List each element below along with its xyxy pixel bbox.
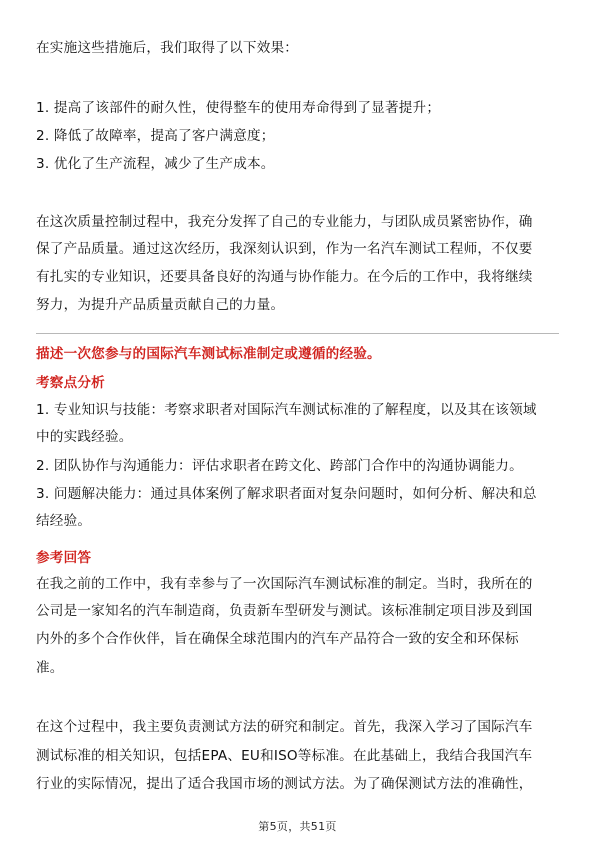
analysis-line: 3. 问题解决能力：通过具体案例了解求职者面对复杂问题时，如何分析、解决和总 <box>36 486 537 502</box>
answer-line: 内外的多个合作伙伴，旨在确保全球范围内的汽车产品符合一致的安全和环保标 <box>36 631 519 647</box>
effects-intro: 在实施这些措施后，我们取得了以下效果： <box>36 40 299 56</box>
analysis-heading: 考察点分析 <box>36 375 105 391</box>
summary-line: 努力，为提升产品质量贡献自己的力量。 <box>36 297 285 313</box>
answer-line: 在这个过程中，我主要负责测试方法的研究和制定。首先，我深入学习了国际汽车 <box>36 719 533 735</box>
effect-item: 2. 降低了故障率，提高了客户满意度； <box>36 128 275 144</box>
answer-line: 在我之前的工作中，我有幸参与了一次国际汽车测试标准的制定。当时，我所在的 <box>36 576 533 592</box>
summary-line: 有扎实的专业知识，还要具备良好的沟通与协作能力。在今后的工作中，我将继续 <box>36 269 533 285</box>
question-title: 描述一次您参与的国际汽车测试标准制定或遵循的经验。 <box>36 346 381 362</box>
analysis-line: 1. 专业知识与技能：考察求职者对国际汽车测试标准的了解程度，以及其在该领域 <box>36 402 537 418</box>
answer-line: 行业的实际情况，提出了适合我国市场的测试方法。为了确保测试方法的准确性， <box>36 776 533 792</box>
analysis-line: 结经验。 <box>36 513 92 529</box>
section-divider <box>36 333 559 334</box>
answer-line: 准。 <box>36 660 64 676</box>
answer-line: 公司是一家知名的汽车制造商，负责新车型研发与测试。该标准制定项目涉及到国 <box>36 603 533 619</box>
summary-line: 在这次质量控制过程中，我充分发挥了自己的专业能力，与团队成员紧密协作，确 <box>36 214 533 230</box>
effect-item: 1. 提高了该部件的耐久性，使得整车的使用寿命得到了显著提升； <box>36 100 441 116</box>
page-number: 第5页，共51页 <box>258 820 337 833</box>
summary-line: 保了产品质量。通过这次经历，我深刻认识到，作为一名汽车测试工程师，不仅要 <box>36 241 533 257</box>
answer-line: 测试标准的相关知识，包括EPA、EU和ISO等标准。在此基础上，我结合我国汽车 <box>36 748 533 764</box>
answer-heading: 参考回答 <box>36 550 92 566</box>
analysis-line: 中的实践经验。 <box>36 429 133 445</box>
effect-item: 3. 优化了生产流程，减少了生产成本。 <box>36 156 275 172</box>
analysis-line: 2. 团队协作与沟通能力：评估求职者在跨文化、跨部门合作中的沟通协调能力。 <box>36 458 523 474</box>
